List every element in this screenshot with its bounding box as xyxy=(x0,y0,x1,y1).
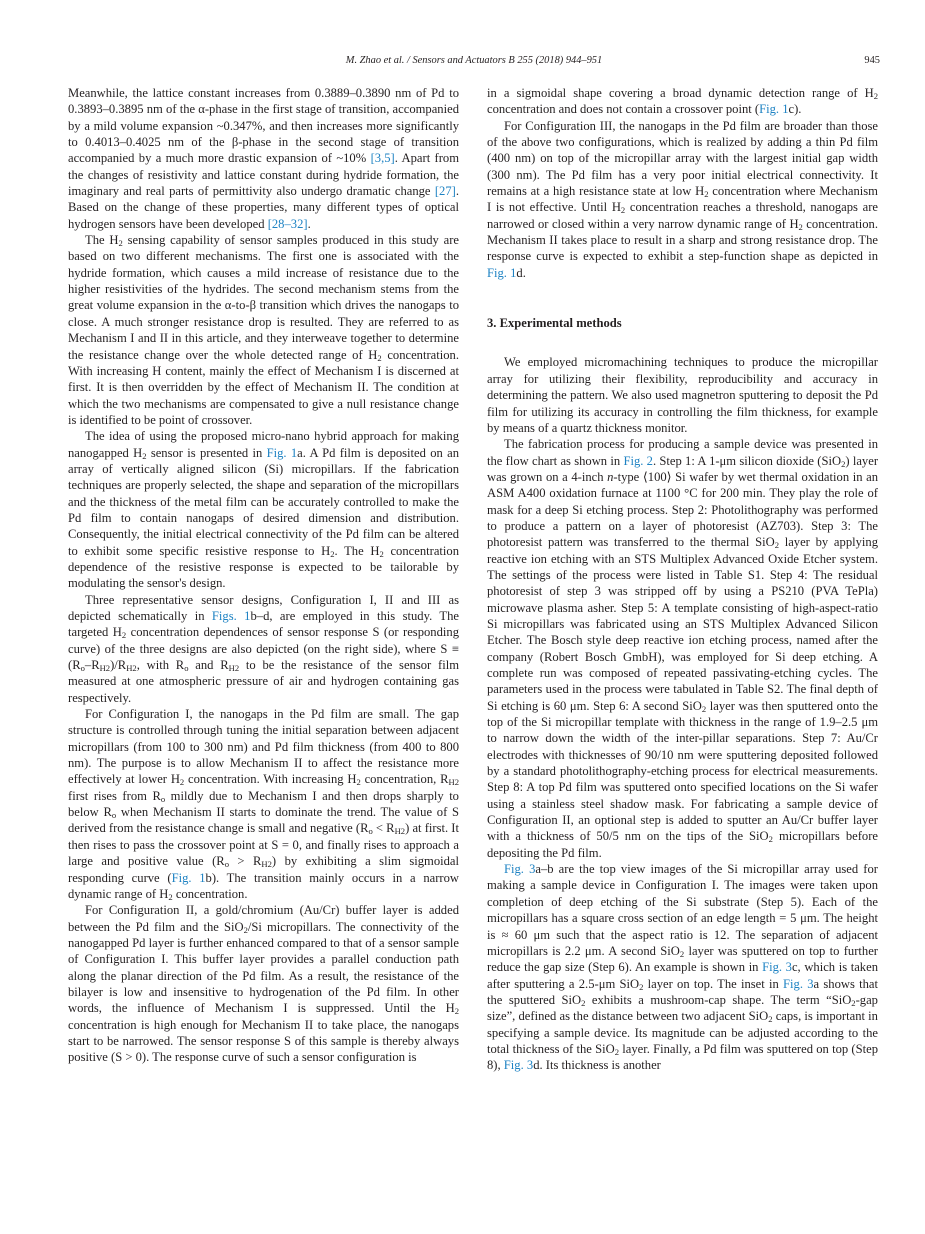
figure-link[interactable]: Figs. 1 xyxy=(211,609,251,623)
citation-link[interactable]: [3,5] xyxy=(370,151,395,166)
paragraph: We employed micromachining techniques to produce the micropillar array for utilizing their flexibility, reproducibility and accuracy in determining the pattern. We also used magnetron sputtering to deposit the Pd film for utilizing its accuracy in controlling the film thickness, for example by means of a quartz thickness monitor. xyxy=(487,355,878,435)
paragraph: Fig. 3a–b are the top view images of the Si micropillar array used for making a sample device in Configuration I. The images were taken upon completion of deep etching of the Si substrate (Step 5). Each of the micropillars has a square cross section of an edge length = 5 μm. The height is ≈ 60 μm such that the aspect ratio is 12. The separation of adjacent micropillars is 2.2 μm. A second SiO$_2$ layer was sputtered on top to further reduce the gap size (Step 6). An example is shown in Fig. 3c, which is taken after sputtering a 2.5-μm SiO$_2$ layer on top. The inset in Fig. 3a shows that the sputtered SiO$_2$ exhibits a mushroom-cap shape. The term “SiO$_2$-gap size”, defined as the distance between two adjacent SiO$_2$ caps, is important in specifying a sample device. Its magnitude can be adjusted according to the total thickness of the SiO$_2$ layer. Finally, a Pd film was sputtered on top (Step 8), Fig. 3d. Its thickness is another xyxy=(487,862,879,1073)
running-header xyxy=(68,55,880,71)
right-column xyxy=(487,85,878,1074)
paragraph: The idea of using the proposed micro-nano hybrid approach for making nanogapped $H_2$ sensor is presented in Fig. 1a. A Pd film is deposited on an array of vertically aligned silicon (Si) micropillars. If the fabrication techniques are properly selected, the shape and separation of the micropillars and the thickness of the metal film can be accurately controlled to make the Pd film to contain nanogaps of desired dimension and distribution. Consequently, the initial electrical connectivity of the Pd film can be altered to exhibit some specific resistive response to $H_2$. The $H_2$ concentration dependence of the resistive response is expected to be tailorable by modulating the sensor's design. xyxy=(68,429,459,591)
figure-link[interactable]: Fig. 3 xyxy=(503,1058,534,1073)
citation-link[interactable]: [27] xyxy=(434,184,456,199)
figure-link[interactable]: Fig. 1 xyxy=(266,445,298,460)
citation-link[interactable]: [28–32] xyxy=(267,216,308,231)
figure-link[interactable]: Fig. 3 xyxy=(504,862,536,877)
page-number: 945 xyxy=(864,55,880,66)
paragraph: For Configuration I, the nanogaps in the Pd film are small. The gap structure is controlled through tuning the initial separation between adjacent micropillars (from 100 to 300 nm) and Pd film thickness (from 400 to 800 nm). The purpose is to allow Mechanism II to affect the resistance more effectively at lower $H_2$ concentration. With increasing $H_2$ concentration, $R_{H2}$ first rises from $R_o$ mildly due to Mechanism I and then drops sharply to below $R_o$ when Mechanism II starts to dominate the trend. The value of S derived from the resistance change is small and negative $(R_o < R_{H2})$ at first. It then rises to pass the crossover point at S = 0, and finally rises to approach a large and positive value $(R_o > R_{H2})$ by exhibiting a slim sigmoidal responding curve (Fig. 1b). The transition mainly occurs in a narrow dynamic range of $H_2$ concentration. xyxy=(68,707,460,902)
running-head: M. Zhao et al. / Sensors and Actuators B 255 (2018) 944–951 xyxy=(345,55,603,66)
paragraph: For Configuration II, a gold/chromium (Au/Cr) buffer layer is added between the Pd film and the SiO$_2$/Si micropillars. The connectivity of the nanogapped Pd layer is further enhanced compared to that of a sensor sample of Configuration I. This buffer layer provides a parallel conduction path along the planar direction of the Pd film. As a result, the resistance of the bilayer is low and insensitive to hydrogenation of the Pd film. In other words, the influence of Mechanism I is suppressed. Until the $H_2$ concentration is high enough for Mechanism II to take place, the nanogaps start to be narrowed. The sensor response S of this sample is thereby always positive (S > 0). The response curve of such a sensor configuration is xyxy=(68,903,459,1065)
paragraph: The $H_2$ sensing capability of sensor samples produced in this study are based on two different mechanisms. The first one is associated with the hydride formation, which causes a mild increase of resistance due to the higher resistivities of the hydrides. The second mechanism stems from the great volume expansion in the α-to-β transition which drives the nanogaps to close. A much stronger resistance drop is resulted. They are referred to as Mechanism I and II in this article, and they interweave together to determine the resistance change over the whole detected range of $H_2$ concentration. With increasing H content, mainly the effect of Mechanism I is discerned at first. It is then overridden by the effect of Mechanism II. The condition at which the two mechanisms are compensated to give a null resistance change is identified to be point of crossover. xyxy=(68,233,459,427)
figure-link[interactable]: Fig. 1 xyxy=(487,265,517,280)
paragraph: Three representative sensor designs, Configuration I, II and III as depicted schematically in Figs. 1b–d, are employed in this study. The targeted $H_2$ concentration dependences of sensor response S (or responding curve) of the three designs are also depicted (on the right side), where $S \equiv (R_o-R_{H2})/R_{H2}$, with $R_o$ and $R_{H2}$ to be the resistance of the sensor film measured at one atmospheric pressure of air and hydrogen containing gas respectively. xyxy=(68,592,459,705)
left-column xyxy=(68,85,459,1066)
paragraph: Meanwhile, the lattice constant increases from 0.3889–0.3890 nm of Pd to 0.3893–0.3895 nm of the α-phase in the first stage of transition, accompanied by a mild volume expansion ~0.347%, and then increases more significantly to 0.4013–0.4025 nm of the β-phase in the second stage of transition accompanied by a much more drastic expansion of ~10% [3,5]. Apart from the changes of resistivity and lattice constant during hydride formation, the imaginary and real parts of permittivity also undergo dramatic change [27]. Based on the change of these properties, many different types of optical hydrogen sensors have been developed [28–32]. xyxy=(68,86,460,231)
paragraph: in a sigmoidal shape covering a broad dynamic detection range of $H_2$ concentration and does not contain a crossover point (Fig. 1c). xyxy=(487,86,878,117)
figure-link[interactable]: Fig. 1 xyxy=(759,102,789,117)
figure-link[interactable]: Fig. 1 xyxy=(171,870,206,885)
paragraph: The fabrication process for producing a sample device was presented in the flow chart as shown in Fig. 2. Step 1: A 1-μm silicon dioxide (SiO$_2$) layer was grown on a 4-inch n-type ⟨100⟩ Si wafer by wet thermal oxidation in an ASM A400 oxidation furnace at 1100 °C for 200 min. They play the role of mask for a deep Si etching process. Step 2: Photolithography was performed to produce a pattern on a layer of photoresist (AZ703). Step 3: The photoresist pattern was transferred to the thermal SiO$_2$ layer by applying reactive ion etching with an STS Multiplex Advanced Oxide Etcher system. The settings of the process were listed in Table S1. Step 4: The residual photoresist of step 3 was stripped off by using a PS210 (PVA TePla) microwave plasma asher. Step 5: A template consisting of high-aspect-ratio Si micropillars was fabricated using an STS Multiplex Advanced Silicon Etcher. The Bosch style deep reactive ion etching process, named after the company (Robert Bosch GmbH), was employed for Si deep etching. A complete run was composed of repeated passivating-etching cycles. The parameters used in the process were tabulated in Table S2. The final depth of Si etching is 60 μm. Step 6: A second SiO$_2$ layer was then sputtered onto the top of the Si micropillar template with thickness in the range of 1.9–2.5 μm to narrow down the width of the inter-pillar separations. Step 7: Au/Cr electrodes with thicknesses of 90/10 nm were sputtering deposited followed by a standard photolithography-etching process for electrical measurements. Step 8: A top Pd film was sputtered onto specified locations on the Si wafer using a stainless steel shadow mask. For fabricating a sample device of Configuration II, an optional step is added to sputter an Au/Cr buffer layer with a thickness of 50/5 nm on the tips of the SiO$_2$ micropillars before depositing the Pd film. xyxy=(487,437,879,860)
figure-link[interactable]: Fig. 3 xyxy=(783,976,814,991)
section-heading: 3. Experimental methods xyxy=(487,316,622,331)
paragraph: For Configuration III, the nanogaps in the Pd film are broader than those of the above two configurations, which is realized by adding a thin Pd film (400 nm) on top of the micropillar array with the largest initial gap width (300 nm). The Pd film has a very poor initial electrical connectivity. It remains at a high resistance state at low $H_2$ concentration where Mechanism I is not effective. Until $H_2$ concentration reaches a threshold, nanogaps are narrowed or closed within a very narrow dynamic range of $H_2$ concentration. Mechanism II takes place to result in a sharp and strong resistance drop. The response curve is expected to exhibit a step-function shape as depicted in Fig. 1d. xyxy=(487,118,878,280)
figure-link[interactable]: Fig. 2 xyxy=(623,453,653,468)
figure-link[interactable]: Fig. 3 xyxy=(762,960,792,975)
